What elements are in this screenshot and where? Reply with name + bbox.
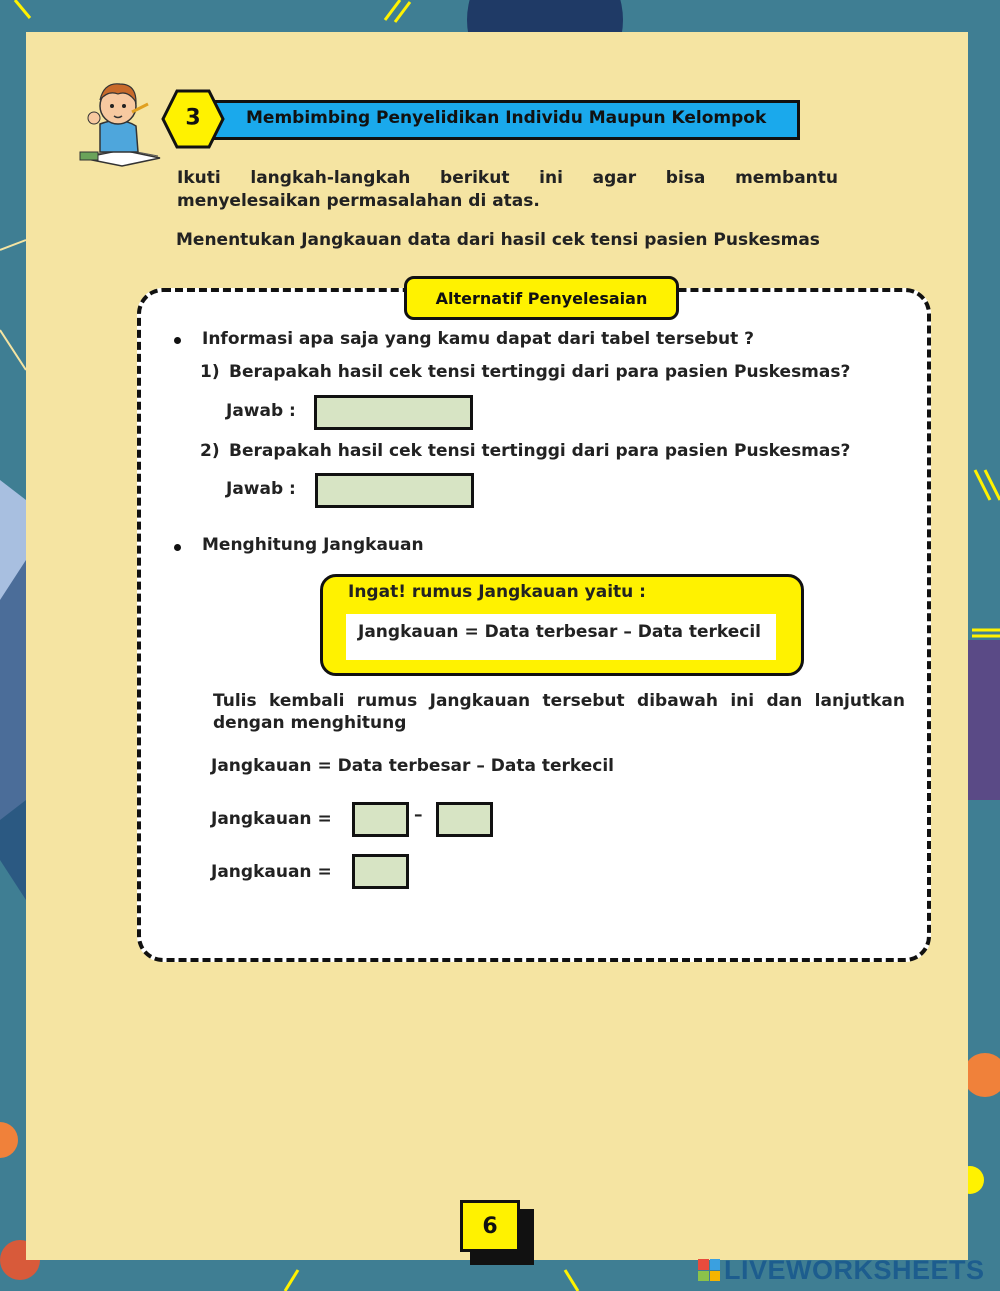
liveworksheets-logo-icon xyxy=(698,1259,720,1281)
bullet-calculate-range: Menghitung Jangkauan xyxy=(202,535,424,555)
answer-1-label: Jawab : xyxy=(226,401,296,421)
remember-title: Ingat! rumus Jangkauan yaitu : xyxy=(348,582,646,602)
instruction-text: Tulis kembali rumus Jangkauan tersebut dibawah ini dan lanjutkan dengan menghitung xyxy=(213,691,905,733)
bullet-dot xyxy=(174,337,181,344)
largest-data-input[interactable] xyxy=(352,802,409,837)
alternative-solution-label: Alternatif Penyelesaian xyxy=(404,276,679,320)
section-number: 3 xyxy=(185,105,201,131)
student-reading-icon xyxy=(74,76,166,168)
answer-2-input[interactable] xyxy=(315,473,474,508)
answer-2-label: Jawab : xyxy=(226,479,296,499)
liveworksheets-brand xyxy=(698,1254,985,1286)
section-title: Membimbing Penyelidikan Individu Maupun Kelompok xyxy=(246,108,767,128)
question-2-number: 2) xyxy=(200,441,220,461)
minus-sign: – xyxy=(414,805,423,825)
bullet-info-question: Informasi apa saja yang kamu dapat dari tabel tersebut ? xyxy=(202,329,755,349)
brand-text: LIVEWORKSHEETS xyxy=(724,1254,985,1285)
calc-label-1: Jangkauan = xyxy=(211,809,332,829)
subtitle-text: Menentukan Jangkauan data dari hasil cek tensi pasien Puskesmas xyxy=(176,230,820,250)
question-1-text: Berapakah hasil cek tensi tertinggi dari para pasien Puskesmas? xyxy=(229,362,851,382)
intro-text: Ikuti langkah-langkah berikut ini agar bisa membantu menyelesaikan permasalahan di atas. xyxy=(177,168,838,211)
smallest-data-input[interactable] xyxy=(436,802,493,837)
formula-text: Jangkauan = Data terbesar – Data terkecil xyxy=(358,622,762,642)
range-result-input[interactable] xyxy=(352,854,409,889)
calc-label-2: Jangkauan = xyxy=(211,862,332,882)
answer-1-input[interactable] xyxy=(314,395,473,430)
question-2-text: Berapakah hasil cek tensi tertinggi dari para pasien Puskesmas? xyxy=(229,441,851,461)
question-1-number: 1) xyxy=(200,362,220,382)
bullet-dot xyxy=(174,544,181,551)
page-number: 6 xyxy=(460,1200,520,1252)
formula-line: Jangkauan = Data terbesar – Data terkecil xyxy=(211,756,615,776)
